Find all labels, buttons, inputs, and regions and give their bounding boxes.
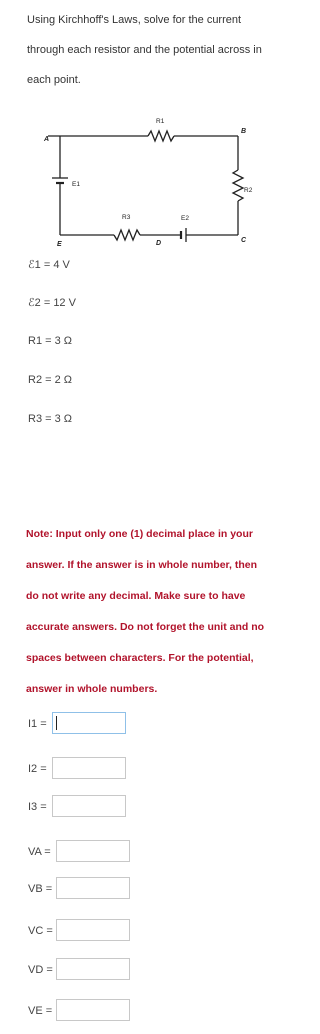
i1-label: I1 = <box>28 718 47 730</box>
note-line-4: accurate answers. Do not forget the unit and no <box>26 621 265 633</box>
i3-input[interactable] <box>52 795 126 817</box>
node-label-c: C <box>241 237 247 244</box>
va-label: VA = <box>28 846 51 858</box>
vb-label: VB = <box>28 883 53 895</box>
r1-resistor <box>148 131 174 141</box>
vc-input[interactable] <box>56 919 130 941</box>
i2-label: I2 = <box>28 763 47 775</box>
given-r3: R3 = 3 Ω <box>28 413 72 425</box>
note-line-5: spaces between characters. For the potential, <box>26 652 254 664</box>
vb-input[interactable] <box>56 877 130 899</box>
note-line-1: Note: Input only one (1) decimal place in your <box>26 528 253 540</box>
vd-label: VD = <box>28 964 53 976</box>
circuit-diagram <box>30 108 260 258</box>
question-line-3: each point. <box>27 74 81 86</box>
question-line-1: Using Kirchhoff's Laws, solve for the current <box>27 14 242 26</box>
text-cursor <box>56 716 57 730</box>
r2-label: R2 <box>244 187 253 194</box>
node-label-b: B <box>241 128 247 135</box>
i1-input[interactable] <box>52 712 126 734</box>
r1-label: R1 <box>156 118 165 125</box>
r3-label: R3 <box>122 214 131 221</box>
va-input[interactable] <box>56 840 130 862</box>
i2-input[interactable] <box>52 757 126 779</box>
given-e2: ℰ2 = 12 V <box>28 297 76 309</box>
given-r2: R2 = 2 Ω <box>28 374 72 386</box>
question-line-2: through each resistor and the potential across in <box>27 44 262 56</box>
r2-resistor <box>233 170 243 201</box>
given-e1: ℰ1 = 4 V <box>28 259 70 271</box>
note-line-6: answer in whole numbers. <box>26 683 158 695</box>
note-line-3: do not write any decimal. Make sure to have <box>26 590 246 602</box>
node-label-d: D <box>156 240 162 247</box>
e1-label: E1 <box>72 181 80 188</box>
node-label-e: E <box>57 241 62 248</box>
e2-label: E2 <box>181 215 189 222</box>
note-line-2: answer. If the answer is in whole number, then <box>26 559 258 571</box>
ve-label: VE = <box>28 1005 53 1017</box>
given-r1: R1 = 3 Ω <box>28 335 72 347</box>
ve-input[interactable] <box>56 999 130 1021</box>
vd-input[interactable] <box>56 958 130 980</box>
r3-resistor <box>114 230 140 240</box>
vc-label: VC = <box>28 925 53 937</box>
i3-label: I3 = <box>28 801 47 813</box>
node-label-a: A <box>44 136 50 143</box>
